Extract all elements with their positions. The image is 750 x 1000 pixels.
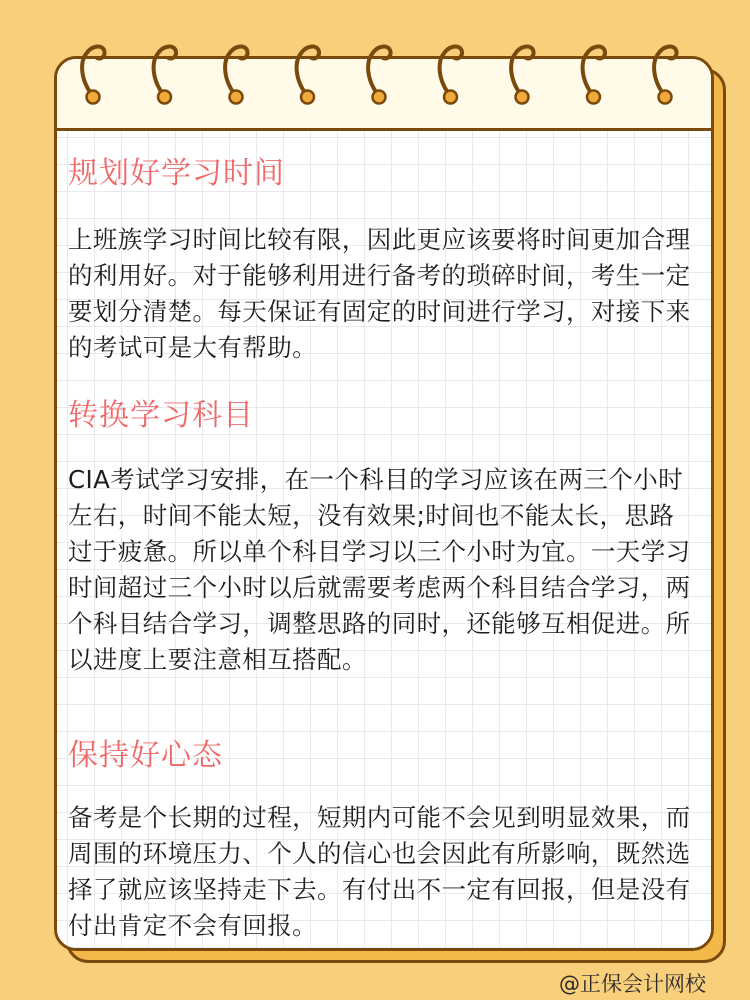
section-title-switch-subjects: 转换学习科目 <box>68 398 254 433</box>
section-title-mindset: 保持好心态 <box>68 738 223 773</box>
section-body-mindset: 备考是个长期的过程，短期内可能不会见到明显效果，而周围的环境压力、个人的信心也会因此有所影响，既然选择了就应该坚持走下去。有付出不一定有回报，但是没有付出肯定不会有回报。 <box>68 803 691 940</box>
notebook-header-strip <box>57 59 711 131</box>
section-title-planning: 规划好学习时间 <box>68 156 285 191</box>
section-body-planning: 上班族学习时间比较有限，因此更应该要将时间更加合理的利用好。对于能够利用进行备考的琐碎时间，考生一定要划分清楚。每天保证有固定的时间进行学习，对接下来的考试可是大有帮助。 <box>68 225 691 362</box>
watermark-text: @正保会计网校 <box>559 972 706 996</box>
section-body-switch-subjects: CIA考试学习安排，在一个科目的学习应该在两三个小时左右，时间不能太短，没有效果;时间也不能太长，思路过于疲惫。所以单个科目学习以三个小时为宜。一天学习时间超过三个小时以后就需要考虑两个科目结合学习，两个科目结合学习，调整思路的同时，还能够互相促进。所以进度上要注意相互搭配。 <box>68 465 691 674</box>
